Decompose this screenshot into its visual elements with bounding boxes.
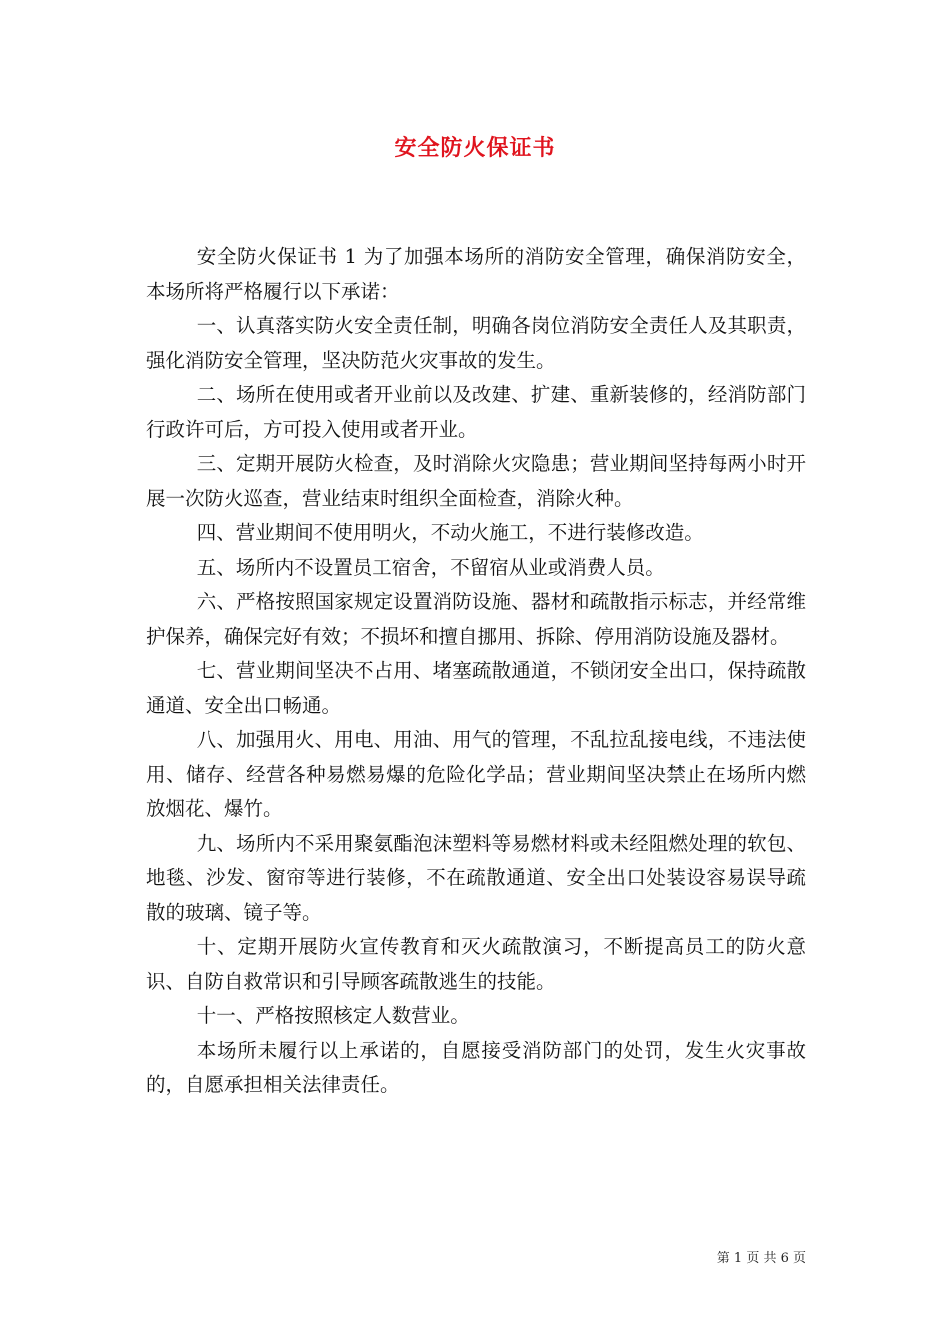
- paragraph-closing: 本场所未履行以上承诺的，自愿接受消防部门的处罚，发生火灾事故的，自愿承担相关法律责任。: [146, 1038, 806, 1096]
- paragraph-2: 二、场所在使用或者开业前以及改建、扩建、重新装修的，经消防部门行政许可后，方可投入使用或者开业。: [146, 383, 806, 441]
- paragraph-4: 四、营业期间不使用明火，不动火施工，不进行装修改造。: [196, 521, 704, 544]
- document-body: [146, 240, 806, 1103]
- document-title: 安全防火保证书: [394, 135, 556, 161]
- paragraph-8: 八、加强用火、用电、用油、用气的管理，不乱拉乱接电线，不违法使用、储存、经营各种易燃易爆的危险化学品；营业期间坚决禁止在场所内燃放烟花、爆竹。: [146, 728, 806, 820]
- paragraph-1: 一、认真落实防火安全责任制，明确各岗位消防安全责任人及其职责，强化消防安全管理，坚决防范火灾事故的发生。: [146, 314, 806, 372]
- paragraph-5: 五、场所内不设置员工宿舍，不留宿从业或消费人员。: [196, 555, 665, 579]
- paragraph-10: 十、定期开展防火宣传教育和灭火疏散演习，不断提高员工的防火意识、自防自救常识和引导顾客疏散逃生的技能。: [146, 935, 806, 993]
- paragraph-7: 七、营业期间坚决不占用、堵塞疏散通道，不锁闭安全出口，保持疏散通道、安全出口畅通。: [146, 659, 806, 717]
- paragraph-6: 六、严格按照国家规定设置消防设施、器材和疏散指示标志，并经常维护保养，确保完好有效；不损坏和擅自挪用、拆除、停用消防设施及器材。: [146, 590, 806, 648]
- paragraph-9: 九、场所内不采用聚氨酯泡沫塑料等易燃材料或未经阻燃处理的软包、地毯、沙发、窗帘等进行装修，不在疏散通道、安全出口处装设容易误导疏散的玻璃、镜子等。: [146, 831, 806, 924]
- page-number: [717, 1247, 806, 1266]
- paragraph-3: 三、定期开展防火检查，及时消除火灾隐患；营业期间坚持每两小时开展一次防火巡查，营业结束时组织全面检查，消除火种。: [146, 452, 806, 510]
- page-number-label: 第 1 页 共 6 页: [716, 1251, 806, 1266]
- paragraph-11: 十一、严格按照核定人数营业。: [196, 1004, 470, 1027]
- paragraph-intro: 安全防火保证书 1 为了加强本场所的消防安全管理，确保消防安全，本场所将严格履行以下承诺：: [146, 245, 806, 303]
